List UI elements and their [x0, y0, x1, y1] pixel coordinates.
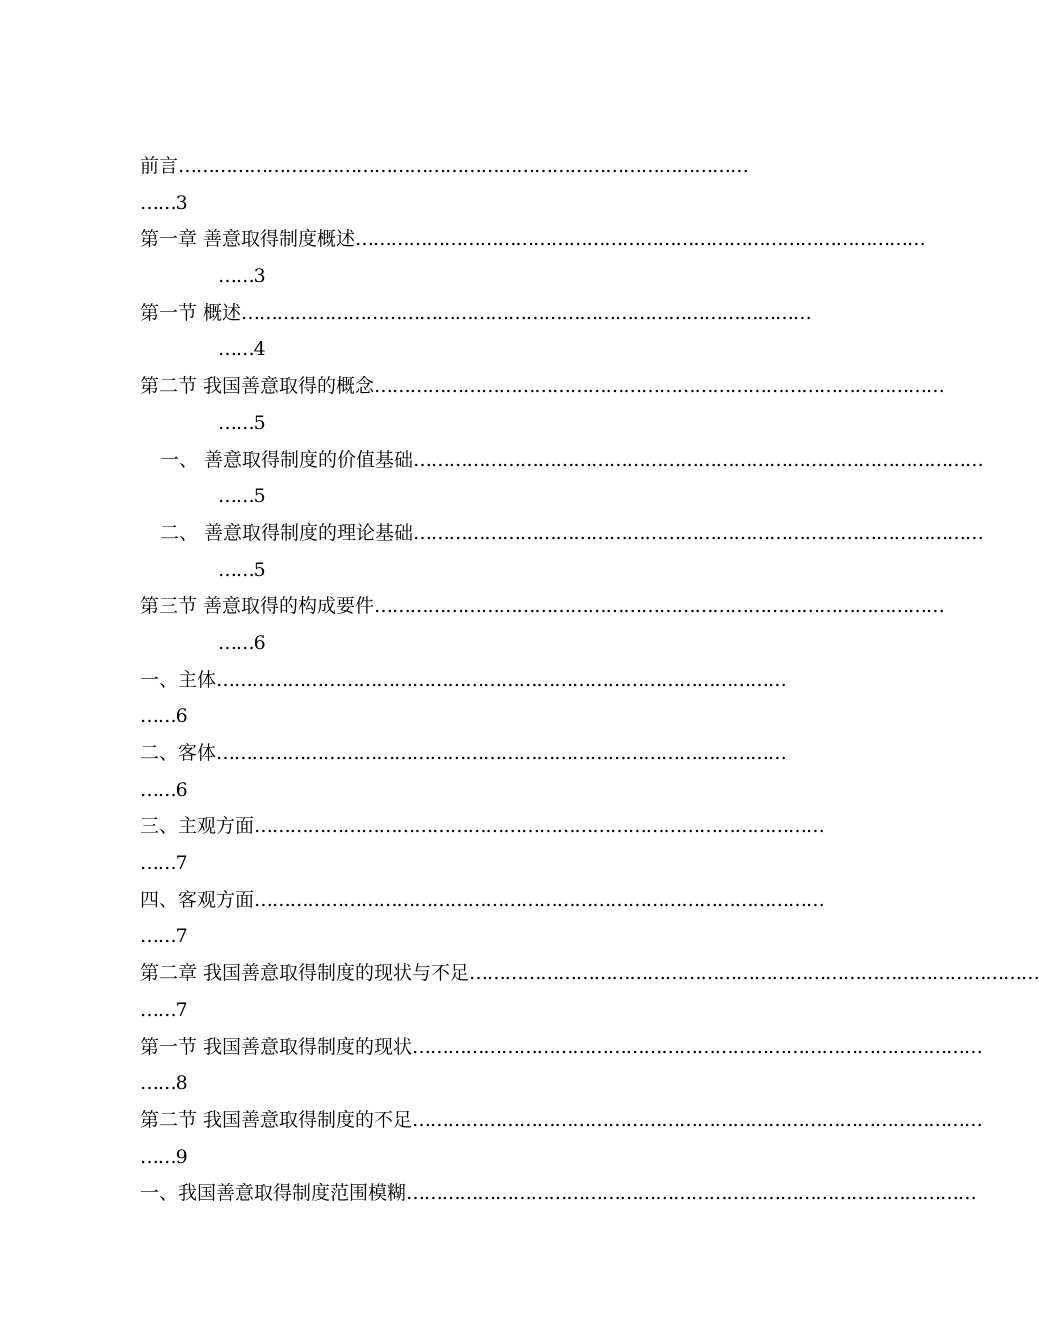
toc-entry-label: 四、客观方面: [140, 888, 255, 911]
toc-entry-preface[interactable]: [140, 148, 810, 221]
toc-entry-label: 二、客体: [140, 742, 217, 764]
toc-entry-item-subjective[interactable]: [140, 808, 824, 881]
toc-entry-label: 第二章 我国善意取得制度的现状与不足: [140, 962, 470, 985]
dot-leader: ……: [140, 778, 176, 801]
dot-leader: ……………………………………………………………………………………: [355, 228, 925, 251]
toc-entry-item-subject[interactable]: [140, 662, 810, 735]
toc-entry-page: 5: [253, 411, 266, 434]
toc-entry-sub-2[interactable]: [140, 515, 983, 588]
toc-entry-section-1-3[interactable]: [140, 588, 944, 661]
toc-entry-section-2-1[interactable]: [140, 1029, 982, 1102]
toc-entry-item-scope[interactable]: [140, 1175, 976, 1212]
dot-leader: ……………………………………………………………………………………: [469, 962, 1039, 985]
toc-entry-chapter-2[interactable]: [140, 955, 1039, 1028]
dot-leader: ……: [218, 631, 254, 654]
dot-leader: ……………………………………………………………………………………: [412, 1108, 982, 1131]
toc-entry-page: 3: [175, 191, 188, 214]
toc-entry-page: 6: [253, 631, 266, 654]
table-of-contents: [140, 148, 1039, 1212]
dot-leader: ……: [140, 998, 176, 1021]
toc-entry-label: 第一节 概述: [140, 301, 242, 324]
dot-leader: ……: [140, 1145, 176, 1168]
toc-entry-page: 5: [253, 558, 266, 581]
dot-leader: ……: [218, 265, 254, 288]
toc-entry-label: 第三节 善意取得的构成要件: [140, 595, 375, 618]
toc-entry-label: 前言: [140, 155, 179, 177]
toc-entry-page: 5: [253, 485, 266, 508]
toc-entry-sub-1[interactable]: [140, 442, 983, 515]
toc-entry-chapter-1[interactable]: [140, 221, 925, 294]
dot-leader: ……: [140, 191, 176, 214]
dot-leader: ……: [140, 705, 176, 728]
toc-entry-label: 二、 善意取得制度的理论基础: [160, 521, 414, 544]
toc-entry-label: 一、 善意取得制度的价值基础: [160, 448, 414, 471]
dot-leader: ……: [218, 338, 254, 361]
dot-leader: ……: [218, 558, 254, 581]
toc-entry-page: 7: [175, 925, 188, 948]
toc-entry-label: 第二节 我国善意取得制度的不足: [140, 1108, 413, 1131]
toc-entry-label: 第一章 善意取得制度概述: [140, 228, 356, 251]
toc-entry-section-2-2[interactable]: [140, 1102, 982, 1175]
toc-entry-section-1-2[interactable]: [140, 368, 944, 441]
toc-entry-label: 第二节 我国善意取得的概念: [140, 375, 375, 398]
toc-entry-page: 7: [175, 998, 188, 1021]
toc-entry-item-objective[interactable]: [140, 882, 824, 955]
dot-leader: ……………………………………………………………………………………: [413, 448, 983, 471]
dot-leader: ……………………………………………………………………………………: [178, 155, 748, 177]
dot-leader: ……: [140, 925, 176, 948]
dot-leader: ……………………………………………………………………………………: [374, 595, 944, 618]
toc-entry-page: 6: [175, 778, 188, 801]
toc-entry-page: 4: [253, 338, 266, 361]
dot-leader: ……………………………………………………………………………………: [406, 1182, 976, 1205]
dot-leader: ……………………………………………………………………………………: [241, 301, 811, 324]
toc-entry-page: 3: [253, 265, 266, 288]
toc-entry-label: 三、主观方面: [140, 815, 255, 838]
toc-entry-label: 一、我国善意取得制度范围模糊: [140, 1182, 407, 1205]
dot-leader: ……………………………………………………………………………………: [254, 815, 824, 838]
toc-entry-section-1-1[interactable]: [140, 295, 810, 368]
toc-entry-page: 8: [175, 1072, 188, 1095]
toc-entry-page: 9: [175, 1145, 188, 1168]
toc-entry-page: 6: [175, 705, 188, 728]
dot-leader: ……: [218, 411, 254, 434]
toc-entry-page: 7: [175, 852, 188, 875]
toc-entry-item-object[interactable]: [140, 735, 810, 808]
dot-leader: ……: [218, 485, 254, 508]
dot-leader: ……………………………………………………………………………………: [412, 1035, 982, 1058]
dot-leader: ……………………………………………………………………………………: [254, 888, 824, 911]
dot-leader: ……………………………………………………………………………………: [216, 742, 786, 764]
dot-leader: ……………………………………………………………………………………: [216, 668, 786, 691]
dot-leader: ……: [140, 852, 176, 875]
toc-entry-label: 第一节 我国善意取得制度的现状: [140, 1035, 413, 1058]
dot-leader: ……: [140, 1072, 176, 1095]
dot-leader: ……………………………………………………………………………………: [413, 521, 983, 544]
toc-entry-label: 一、主体: [140, 668, 217, 691]
dot-leader: ……………………………………………………………………………………: [374, 375, 944, 398]
